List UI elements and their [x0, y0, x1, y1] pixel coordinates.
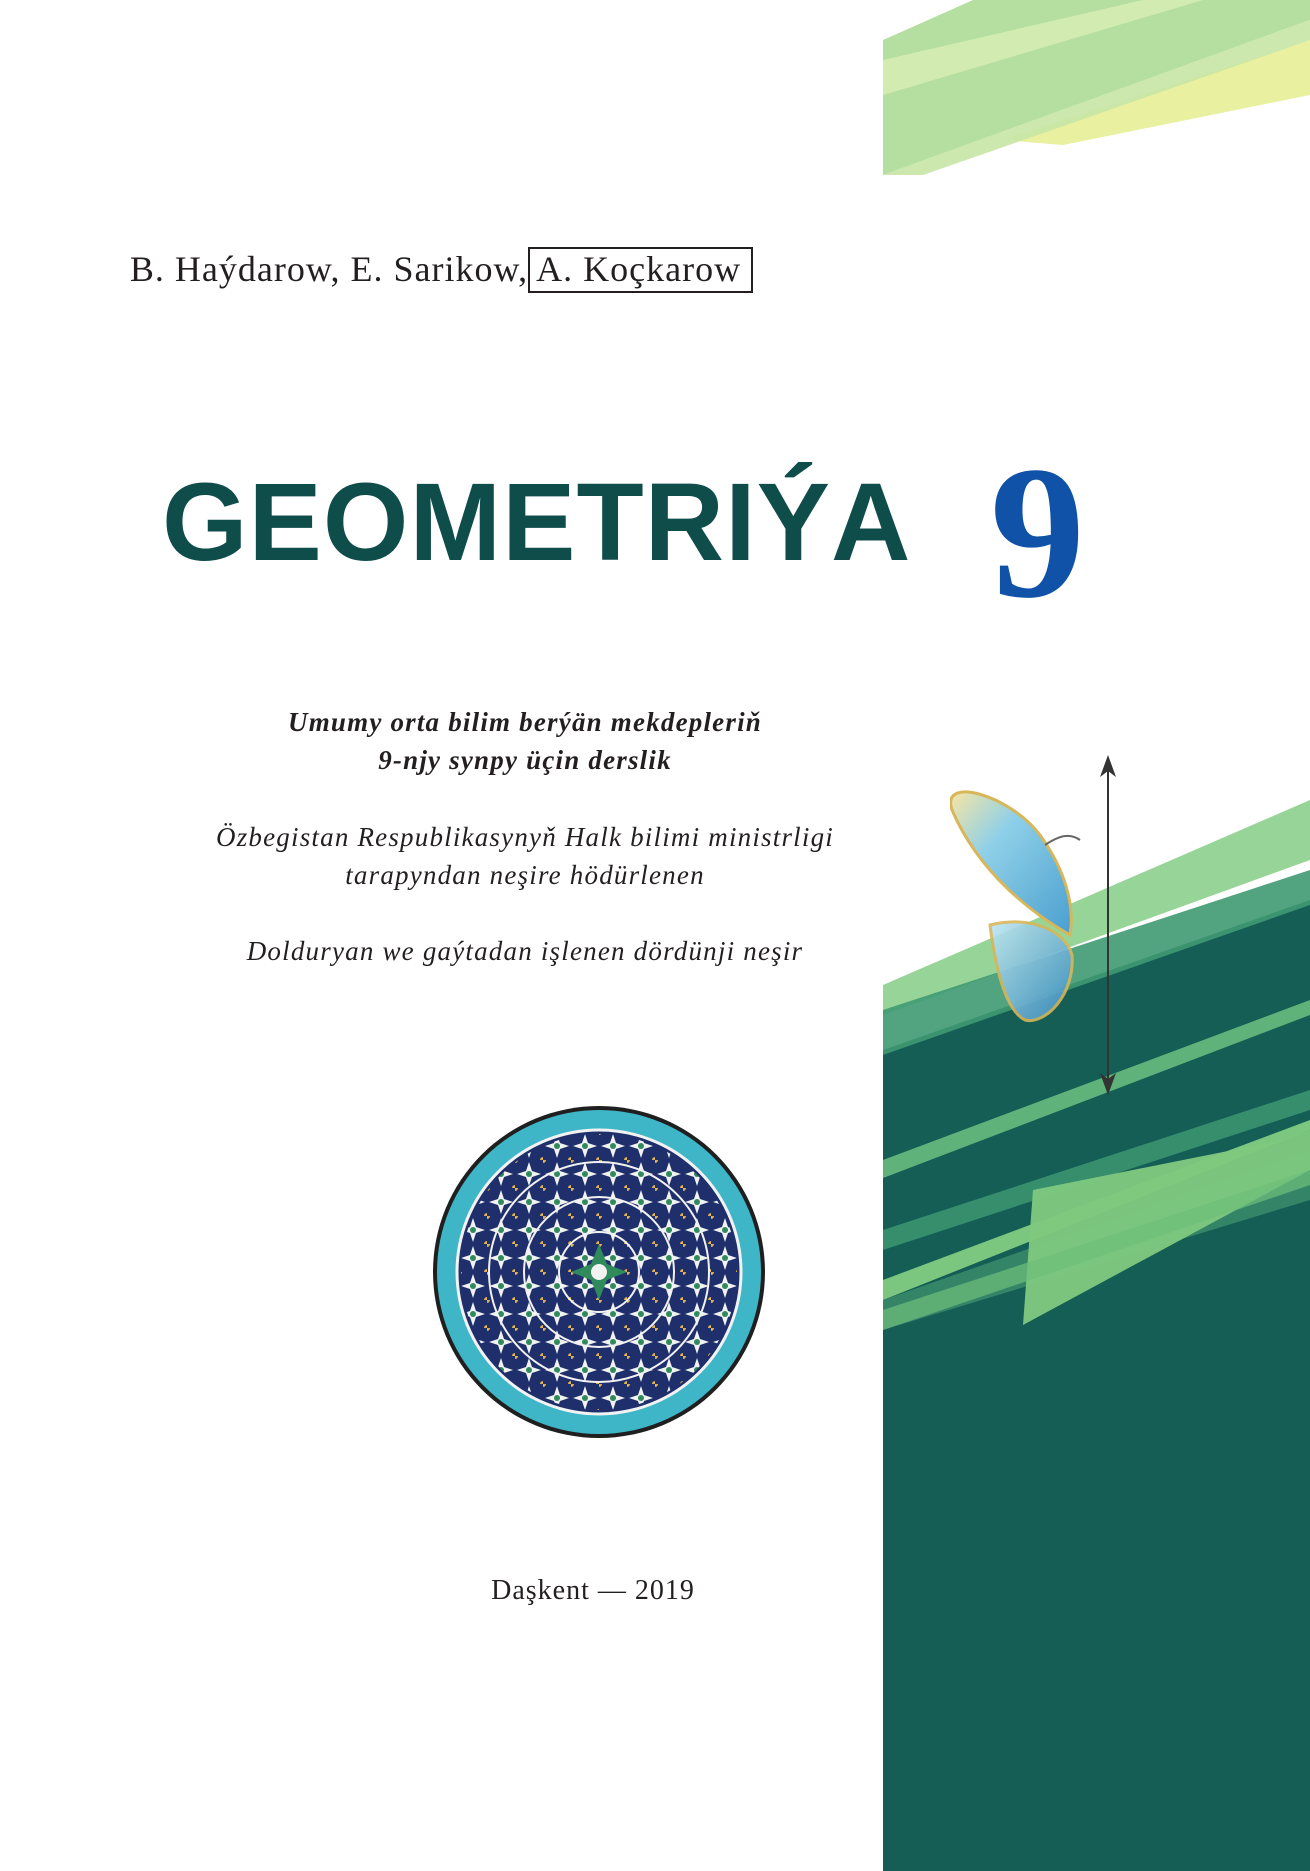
authors-line: [0, 248, 883, 290]
book-title: GEOMETRIÝA: [162, 461, 912, 584]
approval-line-2: tarapyndan neşire hödürlenen: [345, 860, 705, 890]
city-year: Daşkent — 2019: [491, 1575, 695, 1606]
approval-line-1: Özbegistan Respublikasynyň Halk bilimi ministrligi: [216, 822, 834, 852]
double-arrow-icon: [1098, 755, 1118, 1095]
authors-names: B. Haýdarow, E. Sarikow,: [129, 249, 529, 289]
grade-number: 9: [990, 428, 1085, 638]
subtitle-line-1: Umumy orta bilim berýän mekdepleriň: [288, 707, 762, 737]
authors-boxed-name: A. Koçkarow: [528, 247, 753, 293]
subtitle-line-2: 9-njy synpy üçin derslik: [378, 745, 672, 775]
edition-line: Dolduryan we gaýtadan işlenen dördünji neşir: [246, 936, 804, 966]
rosette-ornament-icon: [431, 1104, 767, 1440]
